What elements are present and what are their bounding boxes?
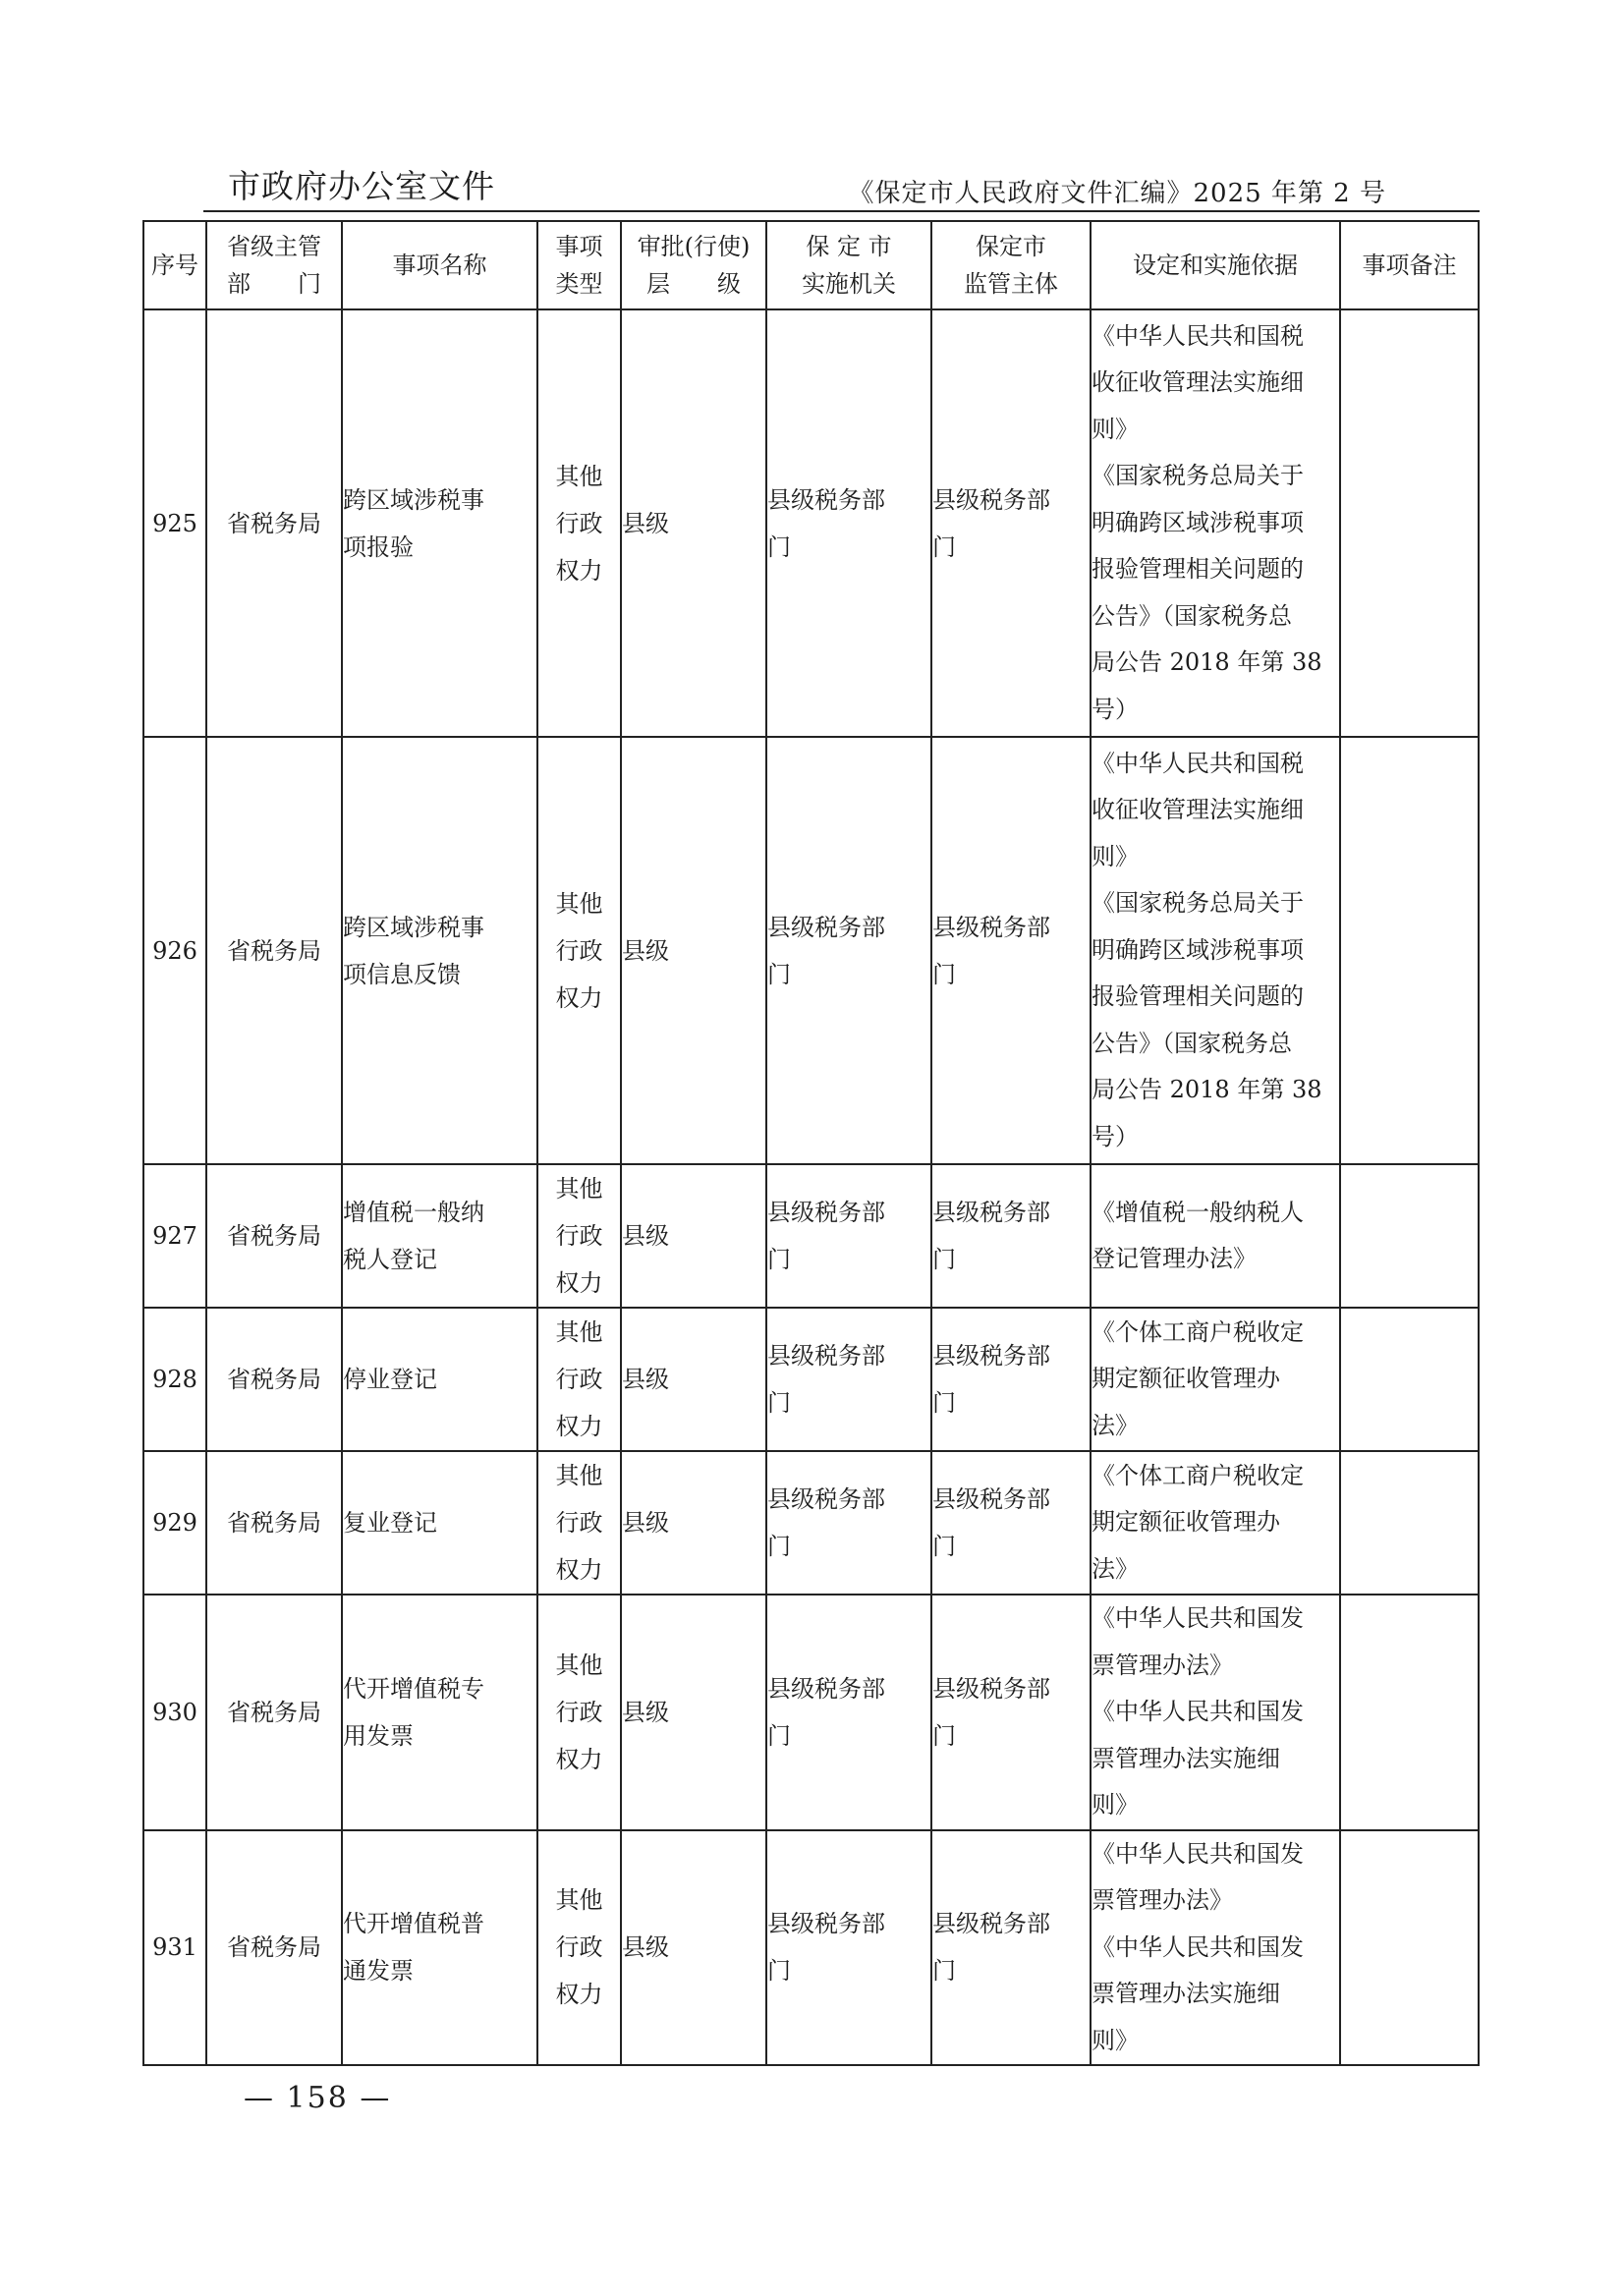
cell-supervisor-line: 县级税务部 bbox=[932, 1674, 1050, 1703]
cell-item-name bbox=[342, 737, 537, 1164]
cell-legal-basis-line: 登记管理办法》 bbox=[1092, 1245, 1257, 1272]
cell-item-type-line: 其他 bbox=[555, 1462, 603, 1489]
cell-level bbox=[621, 1164, 766, 1308]
cell-item-name-line: 项信息反馈 bbox=[343, 960, 461, 988]
col-header-dept: 省级主管 部 门 bbox=[206, 221, 342, 309]
cell-legal-basis bbox=[1091, 1451, 1340, 1595]
cell-level bbox=[621, 1308, 766, 1451]
cell-note bbox=[1340, 1164, 1479, 1308]
cell-item-name bbox=[342, 1308, 537, 1451]
cell-implementing-org-line: 县级税务部 bbox=[767, 1199, 885, 1226]
cell-legal-basis-line: 明确跨区域涉税事项 bbox=[1092, 935, 1304, 964]
cell-level bbox=[621, 1595, 766, 1830]
cell-no bbox=[143, 1830, 206, 2066]
cell-supervisor-line: 县级税务部 bbox=[932, 1199, 1050, 1226]
header-rule bbox=[203, 210, 1480, 212]
cell-supervisor bbox=[931, 1595, 1091, 1830]
cell-legal-basis-line: 公告》（国家税务总 bbox=[1092, 601, 1292, 630]
table-row bbox=[143, 737, 1479, 1164]
cell-implementing-org-line: 县级税务部 bbox=[767, 1674, 885, 1703]
cell-item-type-line: 权力 bbox=[555, 1413, 603, 1440]
cell-implementing-org-line: 县级税务部 bbox=[767, 913, 885, 941]
col-header-supervisor: 保定市 监管主体 bbox=[931, 221, 1091, 309]
cell-level-text: 县级 bbox=[622, 936, 669, 965]
cell-item-name-line: 跨区域涉税事 bbox=[343, 485, 484, 514]
cell-item-type bbox=[537, 1164, 621, 1308]
cell-legal-basis-line: 《中华人民共和国税 bbox=[1092, 321, 1304, 350]
cell-item-name-line: 跨区域涉税事 bbox=[343, 913, 484, 941]
cell-legal-basis-line: 期定额征收管理办 bbox=[1092, 1508, 1280, 1537]
cell-item-type-line: 行政 bbox=[555, 936, 603, 965]
cell-implementing-org-line: 县级税务部 bbox=[767, 1342, 885, 1370]
cell-legal-basis bbox=[1091, 1308, 1340, 1451]
cell-dept bbox=[206, 1595, 342, 1830]
cell-level-text: 县级 bbox=[622, 1698, 669, 1726]
cell-note bbox=[1340, 1830, 1479, 2066]
cell-legal-basis-line: 报验管理相关问题的 bbox=[1092, 555, 1304, 584]
cell-legal-basis-line: 《中华人民共和国税 bbox=[1092, 749, 1304, 777]
cell-level-text: 县级 bbox=[622, 1222, 669, 1250]
table-row bbox=[143, 1451, 1479, 1595]
cell-dept-text: 省税务局 bbox=[227, 1222, 321, 1250]
cell-implementing-org bbox=[766, 1308, 931, 1451]
cell-supervisor bbox=[931, 1830, 1091, 2066]
col-header-org: 保 定 市 实施机关 bbox=[766, 221, 931, 309]
cell-legal-basis-line: 《个体工商户税收定 bbox=[1092, 1461, 1304, 1489]
cell-supervisor bbox=[931, 1164, 1091, 1308]
cell-item-name-line: 项报验 bbox=[343, 532, 414, 561]
cell-supervisor-line: 门 bbox=[932, 1721, 956, 1750]
cell-note bbox=[1340, 1451, 1479, 1595]
table-row bbox=[143, 1308, 1479, 1451]
cell-supervisor-line: 县级税务部 bbox=[932, 1342, 1050, 1370]
cell-item-type-line: 行政 bbox=[555, 1222, 603, 1250]
cell-item-name bbox=[342, 1830, 537, 2066]
cell-item-name bbox=[342, 1595, 537, 1830]
cell-level-text: 县级 bbox=[622, 1366, 669, 1393]
col-header-type: 事项 类型 bbox=[537, 221, 621, 309]
table-row bbox=[143, 1164, 1479, 1308]
cell-dept-text: 省税务局 bbox=[227, 509, 321, 537]
cell-legal-basis-line: 《个体工商户税收定 bbox=[1092, 1317, 1304, 1346]
cell-no-text: 926 bbox=[152, 936, 197, 965]
table-row bbox=[143, 309, 1479, 737]
cell-dept bbox=[206, 1830, 342, 2066]
cell-item-type bbox=[537, 737, 621, 1164]
cell-item-name-line: 复业登记 bbox=[343, 1509, 437, 1537]
cell-item-name-line: 通发票 bbox=[343, 1957, 414, 1986]
cell-legal-basis-line: 《国家税务总局关于 bbox=[1092, 889, 1304, 918]
cell-supervisor-line: 门 bbox=[932, 1533, 956, 1560]
cell-implementing-org-line: 门 bbox=[767, 1389, 791, 1417]
cell-item-type-line: 权力 bbox=[555, 983, 603, 1012]
cell-item-name bbox=[342, 309, 537, 737]
cell-item-type bbox=[537, 1595, 621, 1830]
cell-note bbox=[1340, 737, 1479, 1164]
cell-supervisor-line: 门 bbox=[932, 532, 956, 561]
cell-supervisor-line: 县级税务部 bbox=[932, 1485, 1050, 1513]
cell-legal-basis-line: 则》 bbox=[1092, 1791, 1139, 1819]
cell-item-name-line: 代开增值税普 bbox=[343, 1910, 484, 1938]
col-header-basis: 设定和实施依据 bbox=[1091, 221, 1340, 309]
document-source-title: 市政府办公室文件 bbox=[228, 167, 495, 205]
cell-item-type-line: 行政 bbox=[555, 509, 603, 537]
cell-legal-basis-line: 《国家税务总局关于 bbox=[1092, 462, 1304, 490]
cell-supervisor-line: 县级税务部 bbox=[932, 485, 1050, 514]
cell-item-type-line: 其他 bbox=[555, 1886, 603, 1915]
cell-legal-basis-line: 局公告 2018 年第 38 bbox=[1092, 648, 1322, 677]
cell-legal-basis-line: 《增值税一般纳税人 bbox=[1092, 1198, 1304, 1226]
cell-item-type-line: 其他 bbox=[555, 1175, 603, 1203]
cell-dept-text: 省税务局 bbox=[227, 1509, 321, 1537]
cell-note bbox=[1340, 309, 1479, 737]
cell-dept bbox=[206, 309, 342, 737]
cell-item-type-line: 行政 bbox=[555, 1698, 603, 1726]
cell-implementing-org-line: 门 bbox=[767, 960, 791, 988]
cell-legal-basis-line: 则》 bbox=[1092, 415, 1139, 443]
cell-supervisor-line: 门 bbox=[932, 960, 956, 988]
cell-implementing-org bbox=[766, 1164, 931, 1308]
cell-item-type-line: 其他 bbox=[555, 889, 603, 918]
cell-implementing-org-line: 门 bbox=[767, 532, 791, 561]
cell-supervisor-line: 门 bbox=[932, 1246, 956, 1273]
cell-legal-basis-line: 则》 bbox=[1092, 842, 1139, 870]
cell-item-type-line: 权力 bbox=[555, 1745, 603, 1773]
cell-supervisor bbox=[931, 1451, 1091, 1595]
cell-level-text: 县级 bbox=[622, 1509, 669, 1537]
cell-supervisor-line: 门 bbox=[932, 1389, 956, 1417]
cell-dept bbox=[206, 1308, 342, 1451]
cell-supervisor-line: 县级税务部 bbox=[932, 1910, 1050, 1938]
cell-legal-basis-line: 《中华人民共和国发 bbox=[1092, 1698, 1304, 1725]
cell-legal-basis-line: 公告》（国家税务总 bbox=[1092, 1029, 1292, 1057]
cell-legal-basis-line: 报验管理相关问题的 bbox=[1092, 982, 1304, 1011]
table-row bbox=[143, 1595, 1479, 1830]
cell-dept bbox=[206, 737, 342, 1164]
cell-no-text: 929 bbox=[152, 1509, 197, 1537]
cell-legal-basis-line: 收征收管理法实施细 bbox=[1092, 796, 1304, 824]
cell-item-type-line: 行政 bbox=[555, 1509, 603, 1537]
cell-legal-basis-line: 《中华人民共和国发 bbox=[1092, 1604, 1304, 1632]
cell-no-text: 928 bbox=[152, 1366, 197, 1393]
cell-supervisor bbox=[931, 737, 1091, 1164]
col-header-name: 事项名称 bbox=[342, 221, 537, 309]
cell-item-type-line: 权力 bbox=[555, 1269, 603, 1297]
cell-legal-basis-line: 号） bbox=[1092, 1122, 1139, 1150]
cell-implementing-org-line: 门 bbox=[767, 1721, 791, 1750]
cell-implementing-org-line: 县级税务部 bbox=[767, 485, 885, 514]
cell-item-name-line: 税人登记 bbox=[343, 1246, 437, 1273]
cell-dept-text: 省税务局 bbox=[227, 1366, 321, 1393]
cell-supervisor-line: 门 bbox=[932, 1957, 956, 1986]
cell-no-text: 927 bbox=[152, 1222, 197, 1250]
cell-no-text: 930 bbox=[152, 1698, 197, 1726]
cell-level bbox=[621, 737, 766, 1164]
cell-legal-basis-line: 票管理办法实施细 bbox=[1092, 1744, 1280, 1772]
cell-implementing-org-line: 门 bbox=[767, 1533, 791, 1560]
table-header-row bbox=[143, 221, 1479, 309]
cell-no bbox=[143, 1451, 206, 1595]
cell-implementing-org-line: 县级税务部 bbox=[767, 1910, 885, 1938]
cell-dept-text: 省税务局 bbox=[227, 936, 321, 965]
page-number: — 158 — bbox=[244, 2081, 392, 2115]
cell-legal-basis bbox=[1091, 1830, 1340, 2066]
cell-item-type-line: 权力 bbox=[555, 1556, 603, 1584]
cell-item-type-line: 权力 bbox=[555, 556, 603, 585]
cell-legal-basis-line: 法》 bbox=[1092, 1554, 1139, 1583]
cell-item-type-line: 权力 bbox=[555, 1981, 603, 2009]
cell-legal-basis-line: 《中华人民共和国发 bbox=[1092, 1839, 1304, 1868]
cell-item-type-line: 行政 bbox=[555, 1366, 603, 1393]
cell-implementing-org bbox=[766, 309, 931, 737]
cell-legal-basis-line: 则》 bbox=[1092, 2026, 1139, 2054]
cell-supervisor bbox=[931, 309, 1091, 737]
cell-legal-basis bbox=[1091, 1164, 1340, 1308]
compilation-title: 《保定市人民政府文件汇编》2025 年第 2 号 bbox=[848, 179, 1386, 208]
cell-dept bbox=[206, 1451, 342, 1595]
cell-legal-basis-line: 局公告 2018 年第 38 bbox=[1092, 1076, 1322, 1104]
cell-level bbox=[621, 1451, 766, 1595]
col-header-level: 审批(行使) 层 级 bbox=[621, 221, 766, 309]
cell-dept bbox=[206, 1164, 342, 1308]
cell-no bbox=[143, 1595, 206, 1830]
cell-no bbox=[143, 309, 206, 737]
cell-item-name bbox=[342, 1164, 537, 1308]
cell-implementing-org bbox=[766, 1830, 931, 2066]
cell-item-type-line: 其他 bbox=[555, 1318, 603, 1346]
cell-legal-basis-line: 《中华人民共和国发 bbox=[1092, 1932, 1304, 1961]
cell-no bbox=[143, 1164, 206, 1308]
cell-item-type-line: 其他 bbox=[555, 1651, 603, 1679]
cell-item-name-line: 代开增值税专 bbox=[343, 1674, 484, 1703]
cell-item-type-line: 其他 bbox=[555, 462, 603, 490]
cell-legal-basis-line: 票管理办法》 bbox=[1092, 1651, 1233, 1679]
cell-no-text: 925 bbox=[152, 509, 197, 537]
cell-note bbox=[1340, 1595, 1479, 1830]
table-row bbox=[143, 1830, 1479, 2066]
cell-implementing-org-line: 门 bbox=[767, 1246, 791, 1273]
cell-no bbox=[143, 737, 206, 1164]
cell-item-type bbox=[537, 1830, 621, 2066]
cell-legal-basis bbox=[1091, 737, 1340, 1164]
cell-implementing-org-line: 门 bbox=[767, 1957, 791, 1986]
cell-implementing-org bbox=[766, 1595, 931, 1830]
cell-level bbox=[621, 309, 766, 737]
cell-item-type-line: 行政 bbox=[555, 1933, 603, 1962]
cell-no bbox=[143, 1308, 206, 1451]
cell-no-text: 931 bbox=[152, 1933, 197, 1962]
cell-supervisor-line: 县级税务部 bbox=[932, 913, 1050, 941]
cell-legal-basis bbox=[1091, 309, 1340, 737]
cell-level-text: 县级 bbox=[622, 509, 669, 537]
cell-level-text: 县级 bbox=[622, 1933, 669, 1962]
cell-item-name-line: 停业登记 bbox=[343, 1366, 437, 1393]
cell-item-type bbox=[537, 309, 621, 737]
cell-item-name bbox=[342, 1451, 537, 1595]
cell-dept-text: 省税务局 bbox=[227, 1933, 321, 1962]
col-header-no: 序号 bbox=[143, 221, 206, 309]
cell-legal-basis-line: 收征收管理法实施细 bbox=[1092, 368, 1304, 397]
cell-item-name-line: 增值税一般纳 bbox=[343, 1199, 484, 1226]
items-table bbox=[142, 220, 1480, 2066]
cell-level bbox=[621, 1830, 766, 2066]
cell-implementing-org-line: 县级税务部 bbox=[767, 1485, 885, 1513]
cell-note bbox=[1340, 1308, 1479, 1451]
cell-legal-basis bbox=[1091, 1595, 1340, 1830]
col-header-note: 事项备注 bbox=[1340, 221, 1479, 309]
cell-dept-text: 省税务局 bbox=[227, 1698, 321, 1726]
cell-legal-basis-line: 票管理办法》 bbox=[1092, 1886, 1233, 1914]
cell-item-type bbox=[537, 1308, 621, 1451]
cell-item-name-line: 用发票 bbox=[343, 1721, 414, 1750]
cell-legal-basis-line: 期定额征收管理办 bbox=[1092, 1365, 1280, 1393]
cell-implementing-org bbox=[766, 1451, 931, 1595]
cell-legal-basis-line: 法》 bbox=[1092, 1411, 1139, 1439]
cell-legal-basis-line: 明确跨区域涉税事项 bbox=[1092, 508, 1304, 536]
cell-legal-basis-line: 号） bbox=[1092, 695, 1139, 723]
cell-supervisor bbox=[931, 1308, 1091, 1451]
cell-legal-basis-line: 票管理办法实施细 bbox=[1092, 1980, 1280, 2007]
cell-item-type bbox=[537, 1451, 621, 1595]
cell-implementing-org bbox=[766, 737, 931, 1164]
